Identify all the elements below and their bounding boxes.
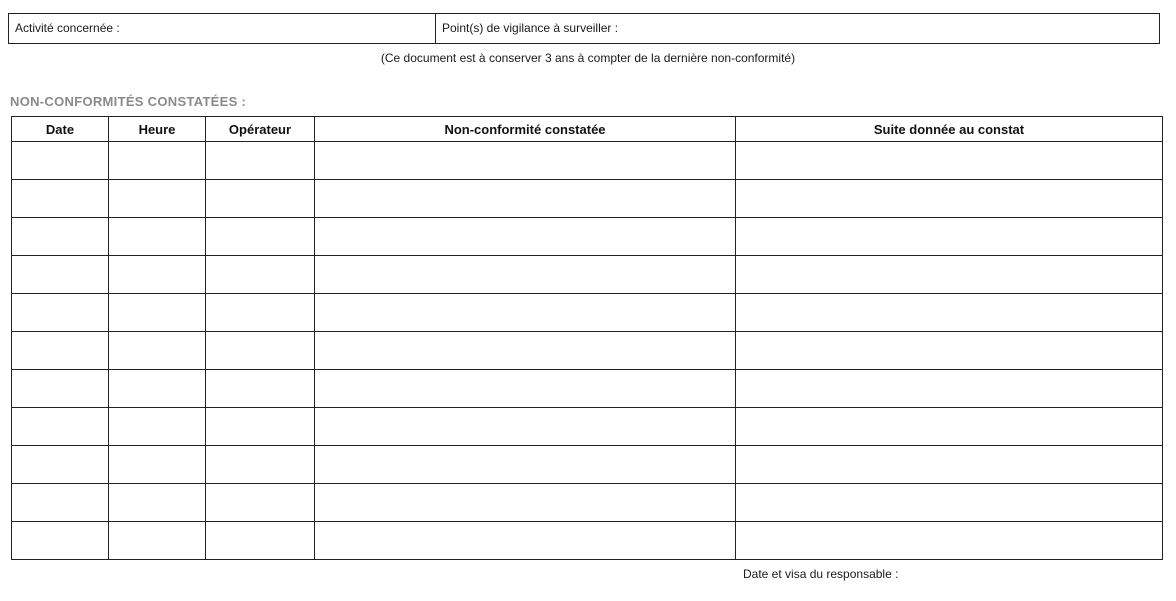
vigilance-label: Point(s) de vigilance à surveiller : [442,21,619,35]
cell-operateur[interactable] [206,294,315,332]
table-row [12,332,1163,370]
cell-operateur[interactable] [206,256,315,294]
cell-date[interactable] [12,484,109,522]
cell-date[interactable] [12,370,109,408]
cell-date[interactable] [12,256,109,294]
vigilance-field[interactable] [436,14,1159,43]
cell-operateur[interactable] [206,484,315,522]
table-row [12,370,1163,408]
cell-heure[interactable] [109,142,206,180]
cell-heure[interactable] [109,332,206,370]
table-row [12,142,1163,180]
cell-non-conformite[interactable] [315,484,736,522]
table-body [12,142,1163,560]
cell-date[interactable] [12,332,109,370]
table-row [12,180,1163,218]
cell-operateur[interactable] [206,332,315,370]
table-row [12,484,1163,522]
cell-date[interactable] [12,294,109,332]
cell-operateur[interactable] [206,408,315,446]
cell-non-conformite[interactable] [315,294,736,332]
cell-date[interactable] [12,446,109,484]
cell-date[interactable] [12,408,109,446]
table-row [12,256,1163,294]
cell-non-conformite[interactable] [315,256,736,294]
cell-non-conformite[interactable] [315,332,736,370]
cell-non-conformite[interactable] [315,446,736,484]
column-header-suite: Suite donnée au constat [736,117,1163,142]
cell-suite[interactable] [736,294,1163,332]
cell-suite[interactable] [736,522,1163,560]
header-box [8,13,1160,44]
cell-date[interactable] [12,522,109,560]
cell-heure[interactable] [109,484,206,522]
cell-heure[interactable] [109,446,206,484]
cell-suite[interactable] [736,218,1163,256]
cell-heure[interactable] [109,522,206,560]
table-row [12,522,1163,560]
cell-suite[interactable] [736,484,1163,522]
cell-date[interactable] [12,218,109,256]
cell-heure[interactable] [109,180,206,218]
cell-operateur[interactable] [206,180,315,218]
cell-non-conformite[interactable] [315,370,736,408]
activity-field[interactable] [9,14,436,43]
cell-heure[interactable] [109,294,206,332]
cell-non-conformite[interactable] [315,408,736,446]
table-row [12,218,1163,256]
table-row [12,446,1163,484]
visa-label: Date et visa du responsable : [743,567,899,581]
cell-operateur[interactable] [206,370,315,408]
cell-heure[interactable] [109,218,206,256]
cell-non-conformite[interactable] [315,142,736,180]
cell-suite[interactable] [736,332,1163,370]
cell-heure[interactable] [109,408,206,446]
cell-suite[interactable] [736,142,1163,180]
table-row [12,408,1163,446]
cell-suite[interactable] [736,370,1163,408]
cell-non-conformite[interactable] [315,522,736,560]
cell-suite[interactable] [736,408,1163,446]
column-header-date: Date [12,117,109,142]
column-header-operateur: Opérateur [206,117,315,142]
cell-operateur[interactable] [206,218,315,256]
table-header-row [12,117,1163,142]
cell-date[interactable] [12,142,109,180]
cell-operateur[interactable] [206,142,315,180]
cell-suite[interactable] [736,446,1163,484]
cell-suite[interactable] [736,256,1163,294]
activity-label: Activité concernée : [15,21,120,35]
column-header-heure: Heure [109,117,206,142]
cell-non-conformite[interactable] [315,180,736,218]
cell-date[interactable] [12,180,109,218]
section-title: NON-CONFORMITÉS CONSTATÉES : [10,94,247,109]
cell-operateur[interactable] [206,446,315,484]
cell-suite[interactable] [736,180,1163,218]
non-conformity-table [11,116,1163,560]
cell-non-conformite[interactable] [315,218,736,256]
column-header-non-conformite: Non-conformité constatée [315,117,736,142]
retention-note: (Ce document est à conserver 3 ans à compter de la dernière non-conformité) [380,51,796,65]
cell-heure[interactable] [109,370,206,408]
cell-heure[interactable] [109,256,206,294]
table-row [12,294,1163,332]
cell-operateur[interactable] [206,522,315,560]
